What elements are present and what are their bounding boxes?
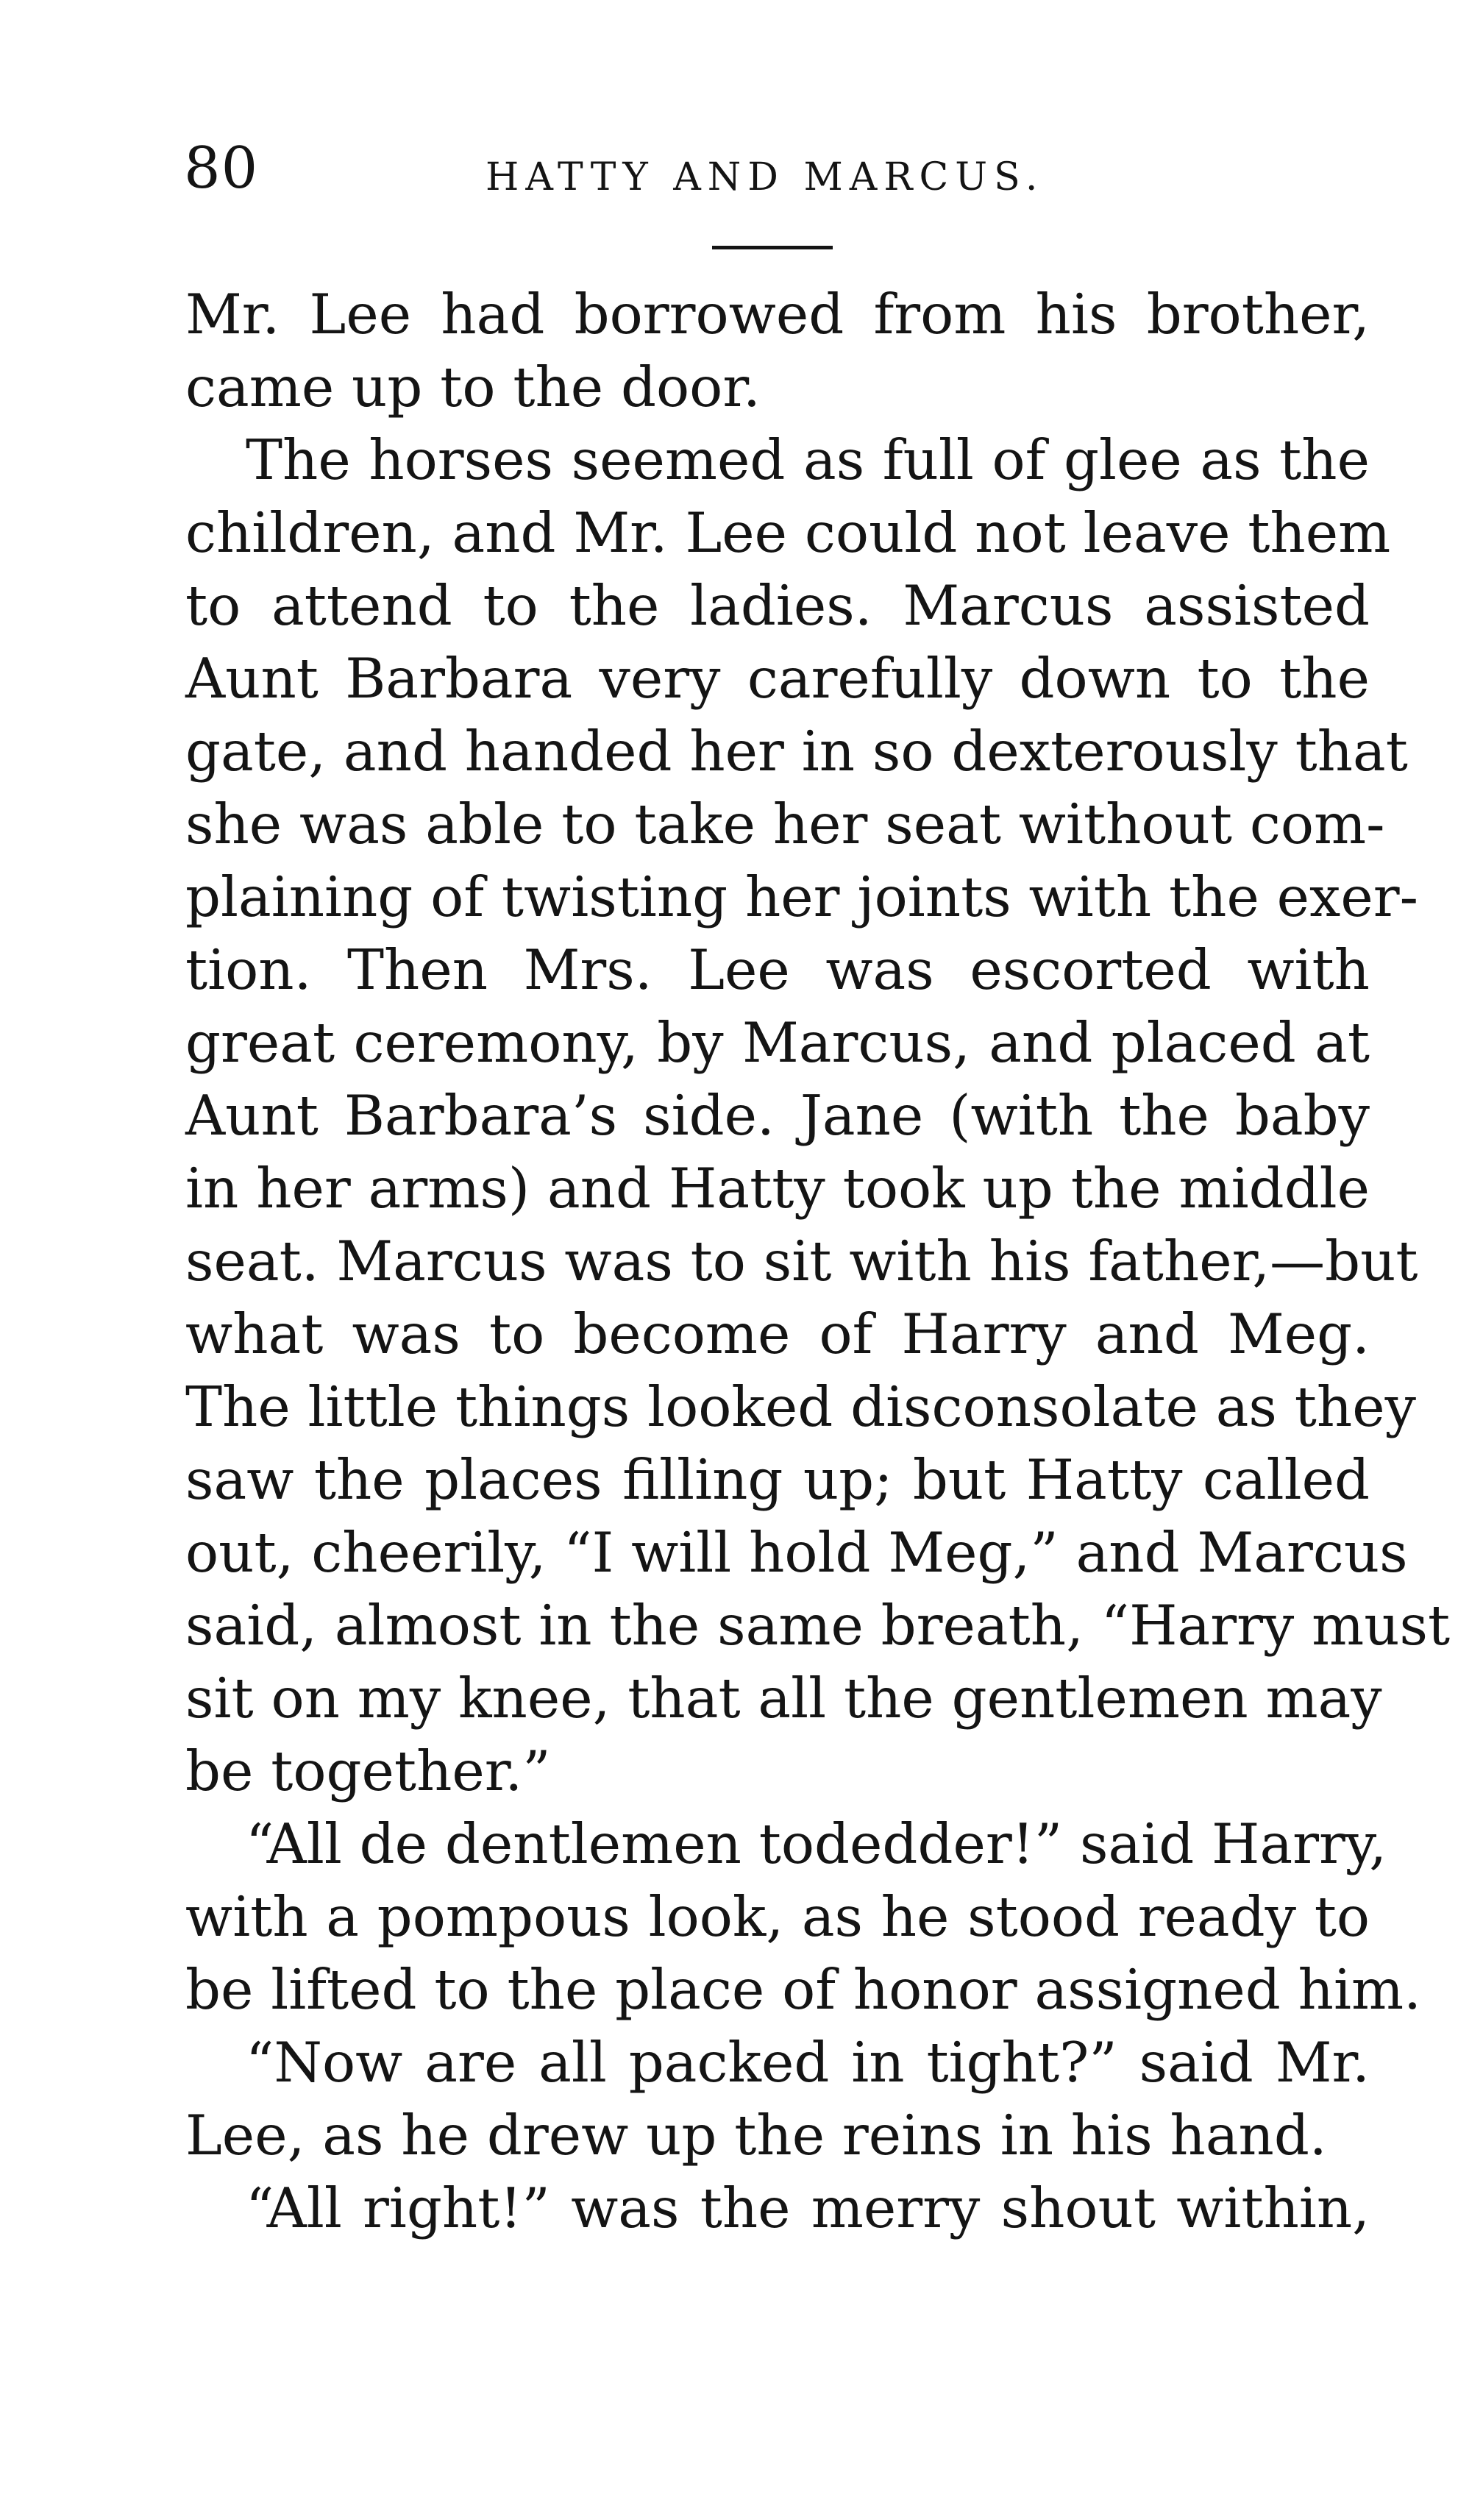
text-line: gate, and handed her in so dexterously that bbox=[185, 719, 1408, 784]
text-line: be lifted to the place of honor assigned him. bbox=[185, 1957, 1421, 2022]
running-title: HATTY AND MARCUS. bbox=[486, 155, 1045, 199]
body-text bbox=[185, 278, 1451, 2245]
paragraph-first-line: “Now are all packed in tight?” said Mr. bbox=[246, 2030, 1370, 2095]
text-line: she was able to take her seat without com- bbox=[185, 792, 1385, 856]
text-line: with a pompous look, as he stood ready to bbox=[185, 1884, 1370, 1949]
paragraph-first-line: “All right!” was the merry shout within, bbox=[246, 2176, 1370, 2240]
text-line: seat. Marcus was to sit with his father,—but bbox=[185, 1229, 1418, 1293]
paragraph-first-line: The horses seemed as full of glee as the bbox=[246, 427, 1370, 492]
text-line: saw the places filling up; but Hatty called bbox=[185, 1447, 1370, 1512]
text-line: Aunt Barbara’s side. Jane (with the baby bbox=[185, 1083, 1370, 1148]
text-line: Mr. Lee had borrowed from his brother, bbox=[185, 282, 1370, 347]
text-line: tion. Then Mrs. Lee was escorted with bbox=[185, 937, 1370, 1002]
text-line: be together.” bbox=[185, 1739, 551, 1803]
header-rule bbox=[712, 246, 833, 249]
text-line: what was to become of Harry and Meg. bbox=[185, 1302, 1370, 1366]
text-line: Aunt Barbara very carefully down to the bbox=[185, 646, 1370, 711]
text-line: came up to the door. bbox=[185, 355, 761, 419]
page-number: 80 bbox=[184, 135, 259, 202]
text-line: in her arms) and Hatty took up the middle bbox=[185, 1156, 1370, 1221]
text-line: children, and Mr. Lee could not leave them bbox=[185, 500, 1391, 565]
text-line: said, almost in the same breath, “Harry must bbox=[185, 1593, 1451, 1658]
text-line: The little things looked disconsolate as they bbox=[185, 1374, 1416, 1439]
text-line: to attend to the ladies. Marcus assisted bbox=[185, 573, 1370, 638]
text-line: plaining of twisting her joints with the exer- bbox=[185, 865, 1418, 929]
paragraph-first-line: “All de dentlemen todedder!” said Harry, bbox=[246, 1811, 1387, 1876]
text-line: sit on my knee, that all the gentlemen may bbox=[185, 1666, 1382, 1731]
text-line: great ceremony, by Marcus, and placed at bbox=[185, 1010, 1370, 1075]
text-line: out, cheerily, “I will hold Meg,” and Marcus bbox=[185, 1520, 1408, 1585]
text-line: Lee, as he drew up the reins in his hand. bbox=[185, 2103, 1327, 2168]
